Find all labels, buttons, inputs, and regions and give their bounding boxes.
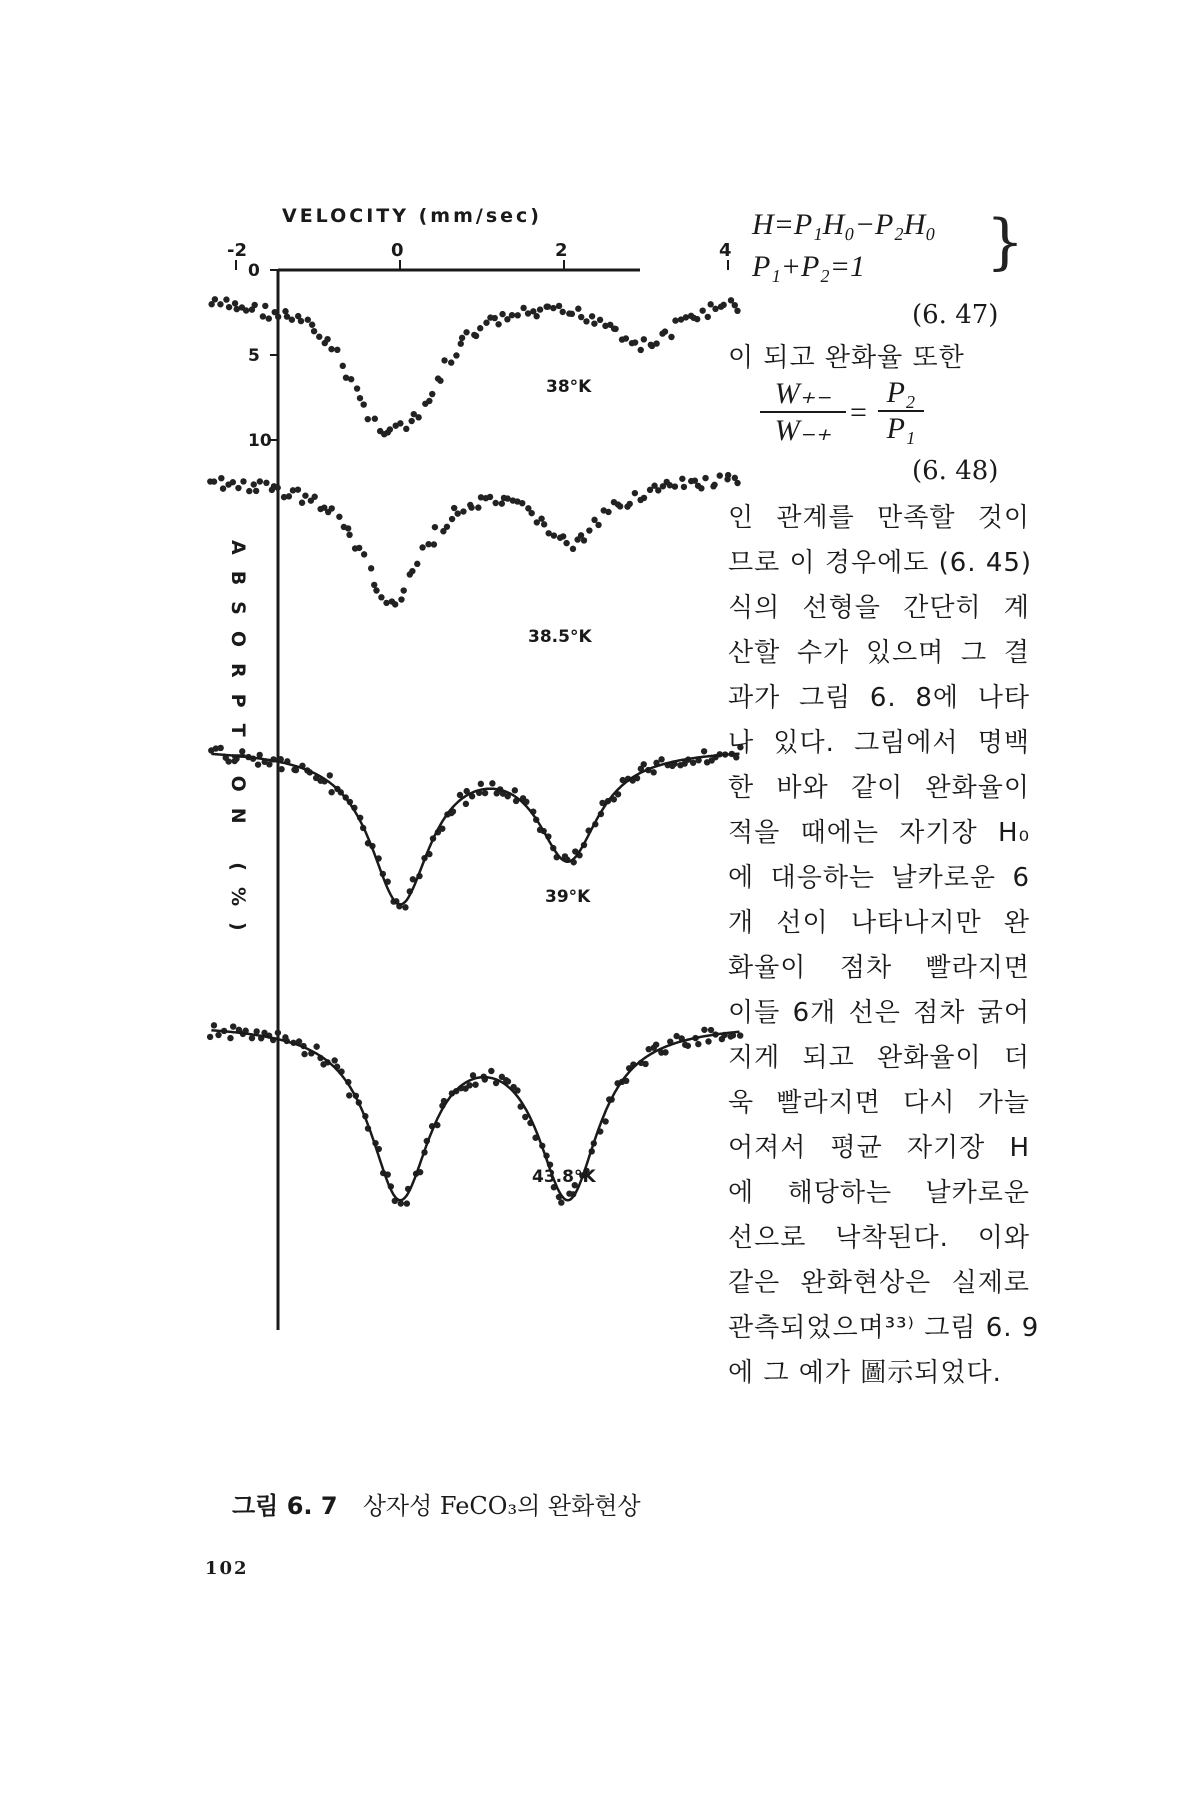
- text-line: 개 선이 나타나지만 완: [728, 908, 1030, 938]
- data-point: [328, 789, 334, 795]
- data-point: [227, 1035, 233, 1041]
- data-point: [685, 1043, 691, 1049]
- data-point: [475, 504, 481, 510]
- data-point: [354, 385, 360, 391]
- equation-6-47-line1: H=P₁H₀−P₂H₀: [752, 208, 936, 241]
- data-point: [578, 314, 584, 320]
- data-point: [302, 492, 308, 498]
- equation-6-48-den: W₋₊: [774, 414, 832, 447]
- data-point: [653, 1041, 659, 1047]
- data-point: [612, 326, 618, 332]
- data-point: [541, 521, 547, 527]
- data-point: [455, 510, 461, 516]
- equation-6-48-number: (6. 48): [912, 456, 999, 486]
- data-point: [638, 347, 644, 353]
- data-point: [528, 510, 534, 516]
- data-point: [243, 307, 249, 313]
- data-point: [392, 601, 398, 607]
- text-line: 나 있다. 그림에서 명백: [728, 728, 1030, 758]
- data-point: [408, 418, 414, 424]
- series-39-K: [208, 744, 744, 911]
- text-line: 과가 그림 6. 8에 나타: [728, 683, 1030, 713]
- data-point: [263, 480, 269, 486]
- data-point: [650, 769, 656, 775]
- data-point: [492, 500, 498, 506]
- data-point: [313, 1043, 319, 1049]
- data-point: [414, 561, 420, 567]
- caption-label: 그림 6. 7: [232, 1492, 338, 1520]
- data-point: [274, 485, 280, 491]
- data-point: [658, 756, 664, 762]
- data-point: [617, 503, 623, 509]
- data-point: [429, 391, 435, 397]
- data-point: [286, 493, 292, 499]
- data-point: [356, 545, 362, 551]
- data-point: [520, 305, 526, 311]
- data-point: [477, 325, 483, 331]
- data-point: [444, 524, 450, 530]
- data-point: [348, 376, 354, 382]
- data-point: [515, 312, 521, 318]
- data-point: [255, 761, 261, 767]
- data-point: [589, 313, 595, 319]
- data-point: [448, 359, 454, 365]
- text-line: 한 바와 같이 완화율이: [728, 773, 1030, 803]
- data-point: [316, 334, 322, 340]
- data-point: [705, 1038, 711, 1044]
- data-point: [642, 1061, 648, 1067]
- equation-6-47-line2: P₁+P₂=1: [752, 250, 865, 283]
- data-point: [298, 318, 304, 324]
- text-line: 에 해당하는 날카로운: [728, 1178, 1030, 1208]
- data-point: [468, 504, 474, 510]
- x-tick-label: 2: [555, 240, 568, 261]
- text-line: 관측되었으며³³⁾ 그림 6. 9: [728, 1313, 1040, 1343]
- text-line: 지게 되고 완화율이 더: [728, 1043, 1030, 1073]
- data-point: [451, 505, 457, 511]
- data-point: [499, 311, 505, 317]
- data-point: [409, 568, 415, 574]
- data-point: [586, 527, 592, 533]
- data-point: [240, 478, 246, 484]
- data-point: [301, 1051, 307, 1057]
- data-point: [401, 587, 407, 593]
- data-point: [371, 582, 377, 588]
- series-43-8-K: [207, 1022, 743, 1207]
- data-point: [383, 600, 389, 606]
- data-point: [223, 296, 229, 302]
- data-point: [378, 594, 384, 600]
- data-point: [212, 296, 218, 302]
- series-label-39K: 39°K: [545, 887, 591, 907]
- data-point: [711, 482, 717, 488]
- data-point: [556, 303, 562, 309]
- x-tick-label: -2: [227, 240, 247, 261]
- data-point: [551, 532, 557, 538]
- x-axis-title: VELOCITY (mm/sec): [282, 205, 542, 227]
- equals-sign: =: [850, 396, 867, 429]
- data-point: [720, 302, 726, 308]
- equation-6-48-right: [878, 376, 924, 446]
- data-point: [217, 745, 223, 751]
- data-point: [305, 317, 311, 323]
- data-point: [235, 485, 241, 491]
- data-point: [679, 476, 685, 482]
- data-point: [672, 317, 678, 323]
- text-line: 이들 6개 선은 점차 굵어: [728, 998, 1030, 1028]
- data-point: [734, 308, 740, 314]
- data-point: [404, 1200, 410, 1206]
- figure-caption: [232, 1486, 641, 1521]
- text-line: 어져서 평균 자기장 H: [728, 1133, 1030, 1163]
- x-tick-label: 0: [391, 240, 404, 261]
- data-point: [357, 395, 363, 401]
- equation-6-48-num: W₊₋: [774, 377, 832, 410]
- data-point: [336, 514, 342, 520]
- data-point: [211, 1022, 217, 1028]
- data-point: [653, 340, 659, 346]
- data-point: [328, 346, 334, 352]
- data-point: [311, 328, 317, 334]
- data-point: [627, 501, 633, 507]
- data-point: [275, 314, 281, 320]
- data-point: [257, 478, 263, 484]
- data-point: [708, 1027, 714, 1033]
- data-point: [705, 314, 711, 320]
- data-point: [550, 305, 556, 311]
- data-point: [641, 761, 647, 767]
- text-line: 화율이 점차 빨라지면: [728, 953, 1030, 983]
- data-point: [211, 478, 217, 484]
- page-number: 102: [205, 1558, 249, 1579]
- data-point: [595, 522, 601, 528]
- data-point: [499, 500, 505, 506]
- x-tick-label: 4: [719, 240, 732, 261]
- data-point: [694, 316, 700, 322]
- data-point: [345, 525, 351, 531]
- data-point: [690, 760, 696, 766]
- data-point: [717, 472, 723, 478]
- data-point: [282, 308, 288, 314]
- data-point: [734, 480, 740, 486]
- mossbauer-figure: [0, 0, 732, 1440]
- text-line: 에 그 예가 圖示되었다.: [728, 1358, 1002, 1388]
- data-point: [591, 320, 597, 326]
- data-point: [482, 790, 488, 796]
- y-tick-label: 0: [248, 261, 260, 281]
- data-point: [569, 311, 575, 317]
- data-point: [327, 772, 333, 778]
- data-point: [537, 306, 543, 312]
- series-label-38-5K: 38.5°K: [528, 627, 592, 647]
- y-tick-label: 5: [248, 346, 260, 366]
- data-point: [365, 416, 371, 422]
- data-point: [460, 508, 466, 514]
- data-point: [266, 315, 272, 321]
- text-line: 므로 이 경우에도 (6. 45): [728, 548, 1033, 578]
- data-point: [230, 1023, 236, 1029]
- equation-6-47-number: (6. 47): [912, 300, 999, 330]
- data-point: [533, 313, 539, 319]
- data-point: [346, 532, 352, 538]
- data-point: [431, 541, 437, 547]
- data-point: [449, 516, 455, 522]
- data-point: [605, 509, 611, 515]
- data-point: [492, 315, 498, 321]
- data-point: [398, 596, 404, 602]
- data-point: [478, 781, 484, 787]
- data-point: [732, 302, 738, 308]
- data-point: [415, 414, 421, 420]
- data-point: [260, 313, 266, 319]
- data-point: [253, 488, 259, 494]
- data-point: [372, 416, 378, 422]
- data-point: [215, 1032, 221, 1038]
- data-point: [217, 301, 223, 307]
- series-38-K: [208, 296, 740, 437]
- data-point: [463, 329, 469, 335]
- data-point: [701, 1027, 707, 1033]
- data-point: [560, 533, 566, 539]
- brace: }: [986, 207, 1025, 277]
- data-point: [563, 540, 569, 546]
- data-point: [581, 537, 587, 543]
- equation-6-48-rnum: P₂: [886, 376, 916, 409]
- data-point: [702, 475, 708, 481]
- data-point: [699, 307, 705, 313]
- text-line: 에 대응하는 날카로운 6: [728, 863, 1030, 893]
- data-point: [575, 306, 581, 312]
- data-point: [672, 483, 678, 489]
- data-point: [246, 488, 252, 494]
- data-point: [583, 318, 589, 324]
- text-line: 같은 완화현상은 실제로: [728, 1268, 1030, 1298]
- data-point: [218, 475, 224, 481]
- data-point: [278, 766, 284, 772]
- data-point: [361, 551, 367, 557]
- data-point: [331, 1057, 337, 1063]
- data-point: [232, 300, 238, 306]
- y-tick-label: 10: [248, 431, 272, 451]
- data-point: [299, 500, 305, 506]
- data-point: [512, 787, 518, 793]
- data-point: [487, 494, 493, 500]
- equation-6-48-rden: P₁: [886, 412, 916, 445]
- data-point: [397, 420, 403, 426]
- text-line: 선으로 낙착된다. 이와: [728, 1223, 1030, 1253]
- data-point: [252, 302, 258, 308]
- data-point: [707, 301, 713, 307]
- fit-line: [211, 1030, 739, 1200]
- data-point: [701, 748, 707, 754]
- data-point: [207, 1034, 213, 1040]
- data-point: [324, 336, 330, 342]
- data-point: [346, 1092, 352, 1098]
- data-point: [262, 303, 268, 309]
- data-point: [495, 321, 501, 327]
- series-layer: [207, 296, 744, 1207]
- data-point: [295, 486, 301, 492]
- data-point: [545, 303, 551, 309]
- data-point: [432, 524, 438, 530]
- equation-6-48-left: [760, 376, 846, 448]
- series-label-43-8K: 43.8°K: [532, 1167, 596, 1187]
- data-point: [681, 484, 687, 490]
- data-point: [368, 565, 374, 571]
- data-point: [220, 485, 226, 491]
- data-point: [725, 472, 731, 478]
- data-point: [641, 495, 647, 501]
- data-point: [403, 426, 409, 432]
- data-point: [538, 515, 544, 521]
- data-point: [472, 1081, 478, 1087]
- data-point: [662, 1049, 668, 1055]
- data-point: [488, 1068, 494, 1074]
- series-38-5-K: [207, 472, 741, 608]
- data-point: [230, 479, 236, 485]
- data-point: [463, 801, 469, 807]
- data-point: [623, 335, 629, 341]
- data-point: [473, 333, 479, 339]
- data-point: [558, 1199, 564, 1205]
- data-point: [559, 309, 565, 315]
- data-point: [437, 378, 443, 384]
- data-point: [570, 546, 576, 552]
- text-line: 적을 때에는 자기장 H₀: [728, 818, 1030, 848]
- data-point: [360, 401, 366, 407]
- text-line: 이 되고 완화율 또한: [728, 343, 965, 373]
- text-line: 식의 선형을 간단히 계: [728, 593, 1030, 623]
- data-point: [402, 904, 408, 910]
- data-point: [226, 304, 232, 310]
- fit-line: [211, 754, 739, 905]
- data-point: [453, 352, 459, 358]
- data-point: [329, 505, 335, 511]
- data-point: [266, 761, 272, 767]
- caption-text: 상자성 FeCO₃의 완화현상: [362, 1492, 641, 1520]
- data-point: [509, 312, 515, 318]
- y-axis-title: ABSORPTION (%): [227, 540, 249, 947]
- data-point: [441, 357, 447, 363]
- body-paragraph: [728, 496, 1040, 1396]
- data-point: [419, 544, 425, 550]
- text-line: 산할 수가 있으며 그 결: [728, 638, 1030, 668]
- data-point: [668, 334, 674, 340]
- data-point: [695, 1041, 701, 1047]
- data-point: [698, 485, 704, 491]
- paragraph-intro: [728, 336, 1018, 381]
- data-point: [519, 500, 525, 506]
- data-point: [426, 398, 432, 404]
- data-point: [251, 481, 257, 487]
- data-point: [591, 517, 597, 523]
- data-point: [597, 317, 603, 323]
- data-point: [311, 494, 317, 500]
- data-point: [632, 490, 638, 496]
- text-line: 욱 빨라지면 다시 가늘: [728, 1088, 1030, 1118]
- data-point: [459, 335, 465, 341]
- data-point: [387, 426, 393, 432]
- data-point: [275, 1030, 281, 1036]
- data-point: [641, 336, 647, 342]
- data-point: [289, 317, 295, 323]
- series-label-38K: 38°K: [546, 377, 592, 397]
- data-point: [340, 363, 346, 369]
- data-point: [632, 339, 638, 345]
- data-point: [489, 780, 495, 786]
- data-point: [483, 320, 489, 326]
- data-point: [309, 322, 315, 328]
- data-point: [662, 328, 668, 334]
- text-line: 인 관계를 만족할 것이: [728, 503, 1030, 533]
- data-point: [458, 341, 464, 347]
- data-point: [334, 347, 340, 353]
- data-point: [712, 306, 718, 312]
- data-point: [373, 587, 379, 593]
